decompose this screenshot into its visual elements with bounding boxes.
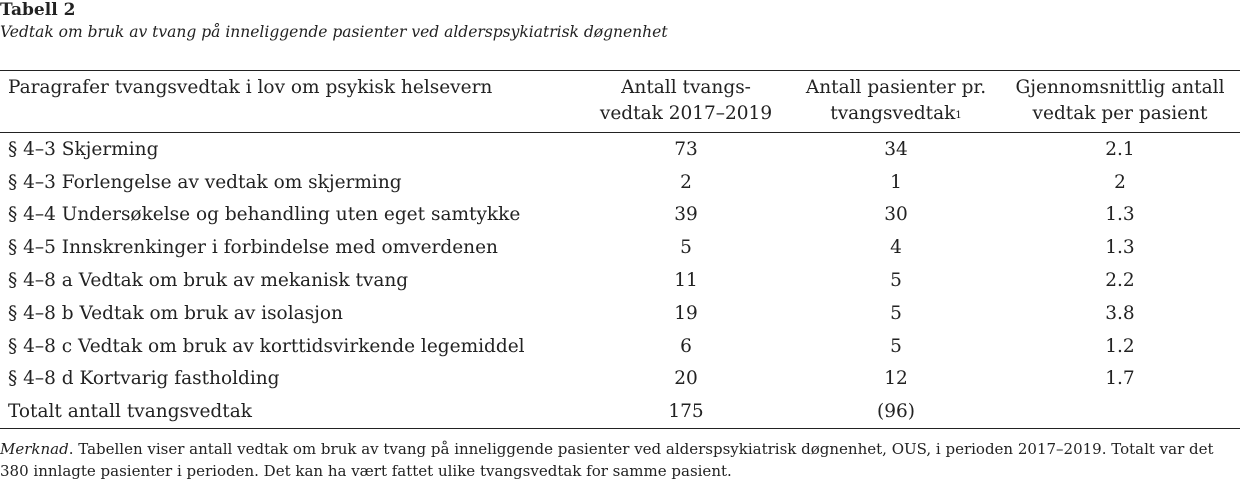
table-row	[0, 330, 1240, 363]
table-row	[0, 231, 1240, 264]
header-line: Antall pasienter pr.	[805, 77, 987, 98]
cell-total-decisions: 175	[668, 401, 704, 423]
header-row	[0, 71, 1240, 133]
cell-patients: 5	[890, 270, 902, 292]
cell-paragraph: § 4–8 c Vedtak om bruk av korttidsvirkende legemiddel	[8, 335, 525, 357]
data-table-container	[0, 70, 1240, 429]
header-line	[792, 101, 1000, 127]
cell-paragraph: § 4–5 Innskrenkinger i forbindelse med omverdenen	[8, 237, 498, 259]
cell-patients: 5	[890, 302, 902, 324]
header-line: Antall tvangs-	[621, 77, 751, 98]
table-caption: Vedtak om bruk av tvang på inneliggende pasienter ved alderspsykiatrisk døgnenhet	[0, 23, 668, 41]
table-row	[0, 133, 1240, 166]
table-header	[0, 71, 1240, 133]
cell-average: 3.8	[1105, 302, 1135, 324]
table-row	[0, 264, 1240, 297]
table-row	[0, 199, 1240, 232]
cell-paragraph: § 4–8 a Vedtak om bruk av mekanisk tvang	[8, 270, 409, 292]
column-header-paragraph	[0, 71, 580, 133]
table-body	[0, 133, 1240, 429]
table-number: Tabell 2	[0, 0, 76, 20]
cell-average: 2	[1114, 171, 1126, 193]
header-line: vedtak 2017–2019	[599, 103, 773, 124]
header-line: Paragrafer tvangsvedtak i lov om psykisk helsevern	[8, 77, 493, 98]
cell-paragraph: § 4–4 Undersøkelse og behandling uten eget samtykke	[8, 204, 521, 226]
cell-patients: 34	[884, 138, 908, 160]
note-label: Merknad	[0, 440, 69, 458]
cell-decisions: 6	[680, 335, 692, 357]
cell-average: 1.7	[1105, 368, 1135, 390]
cell-patients: 4	[890, 237, 902, 259]
cell-paragraph: § 4–3 Forlengelse av vedtak om skjerming	[8, 171, 402, 193]
footnote-mark: 1	[955, 110, 962, 121]
cell-total-average	[1000, 395, 1240, 428]
cell-paragraph: § 4–8 d Kortvarig fastholding	[8, 368, 280, 390]
cell-decisions: 11	[674, 270, 698, 292]
cell-decisions: 2	[680, 171, 692, 193]
table-row	[0, 363, 1240, 396]
table-note	[0, 438, 1235, 482]
column-header-decisions	[580, 71, 792, 133]
cell-decisions: 20	[674, 368, 698, 390]
cell-patients: 5	[890, 335, 902, 357]
header-line: Gjennomsnittlig antall	[1015, 77, 1225, 98]
cell-average: 2.2	[1105, 270, 1135, 292]
cell-patients: 12	[884, 368, 908, 390]
header-line-text: tvangsvedtak	[830, 103, 956, 124]
table-row	[0, 166, 1240, 199]
cell-decisions: 19	[674, 302, 698, 324]
header-line: vedtak per pasient	[1032, 103, 1208, 124]
cell-decisions: 5	[680, 237, 692, 259]
cell-average: 1.3	[1105, 237, 1135, 259]
cell-total-label: Totalt antall tvangsvedtak	[8, 401, 252, 423]
cell-patients: 30	[884, 204, 908, 226]
cell-average: 1.3	[1105, 204, 1135, 226]
cell-paragraph: § 4–8 b Vedtak om bruk av isolasjon	[8, 302, 343, 324]
coercion-decisions-table	[0, 70, 1240, 429]
cell-patients: 1	[890, 171, 902, 193]
note-text: . Tabellen viser antall vedtak om bruk av tvang på inneliggende pasienter ved alderspsykiatrisk døgnenhet, OUS, i perioden 2017–2019. Totalt var det 380 innlagte pasienter i perioden. Det kan ha vært fattet ulike tvangsvedtak for samme pasient.	[0, 440, 1214, 480]
cell-total-patients: (96)	[877, 401, 915, 423]
cell-decisions: 39	[674, 204, 698, 226]
cell-paragraph: § 4–3 Skjerming	[8, 138, 159, 160]
table-row	[0, 297, 1240, 330]
cell-average: 1.2	[1105, 335, 1135, 357]
column-header-average	[1000, 71, 1240, 133]
column-header-patients	[792, 71, 1000, 133]
cell-decisions: 73	[674, 138, 698, 160]
cell-average: 2.1	[1105, 138, 1135, 160]
total-row	[0, 395, 1240, 428]
